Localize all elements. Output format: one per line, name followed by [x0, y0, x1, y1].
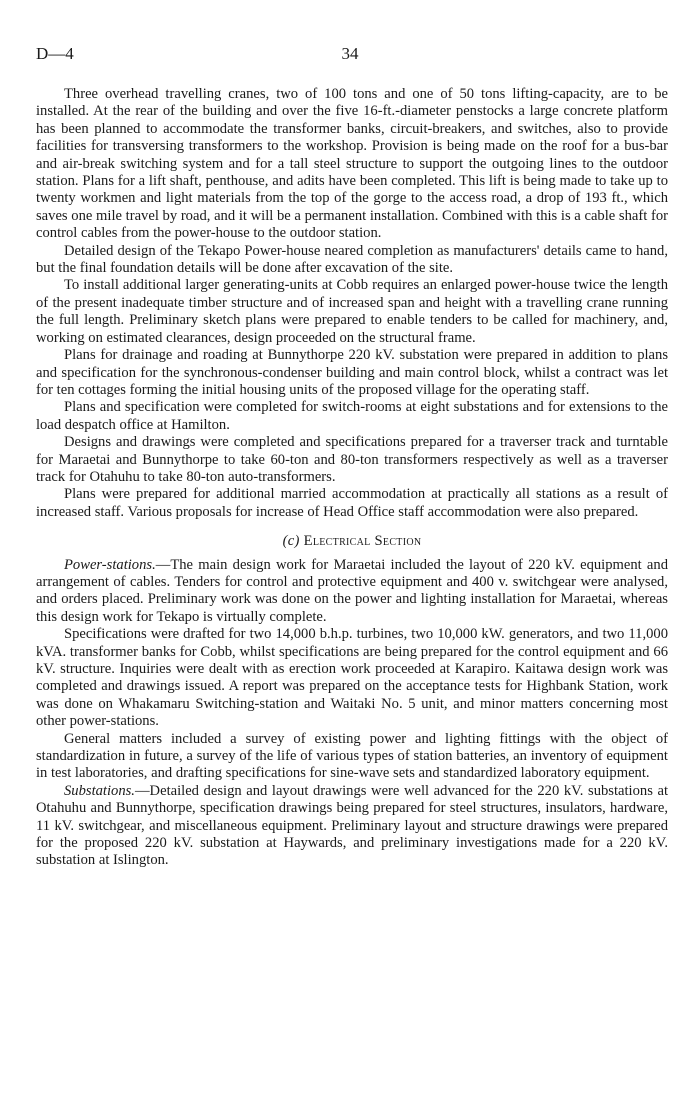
paragraph-traverser: Designs and drawings were completed and specifications prepared for a traverser track and turntable for Maraetai and Bunnythorpe to take 60-ton and 80-ton transformers respectively as well as a traverser track for Otahuhu to take 80-ton auto-transformers.: [36, 434, 668, 485]
paragraph-cranes: Three overhead travelling cranes, two of 100 tons and one of 50 tons lifting-capacity, are to be installed. At the rear of the building and over the five 16-ft.-diameter penstocks a large concrete platform has been planned to accommodate the transformer banks, circuit-breakers, and switches, also to provide facilities for transversing transformers to the workshop. Provision is being made on the roof for a bus-bar and air-break switching system and for a tall steel structure to support the outgoing lines to the outdoor station. Plans for a lift shaft, penthouse, and adits have been completed. This lift is being made to take up to twenty workmen and light materials from the top of the gorge to the access road, a drop of 193 ft., which saves one mile travel by road, and it will be a permanent installation. Combined with this is a cable shaft for control cables from the power-house to the outdoor station.: [36, 86, 668, 242]
document-code: D—4: [36, 44, 74, 63]
section-heading: [36, 533, 668, 550]
paragraph-switch-rooms: Plans and specification were completed for switch-rooms at eight substations and for extensions to the load despatch office at Hamilton.: [36, 399, 668, 433]
document-body: [36, 86, 668, 870]
paragraph-text: —Detailed design and layout drawings were well advanced for the 220 kV. substations at Otahuhu and Bunnythorpe, specification drawings being prepared for steel structures, insulators, hardware, 11 kV. switchgear, and miscellaneous equipment. Preliminary layout and structure drawings were prepared for the proposed 220 kV. substation at Haywards, and preliminary investigations made for a 220 kV. substation at Islington.: [36, 782, 668, 869]
paragraph-lead: Power-stations.: [64, 556, 156, 573]
paragraph-accommodation: Plans were prepared for additional married accommodation at practically all stations as a result of increased staff. Various proposals for increase of Head Office staff accommodation were also prepared.: [36, 486, 668, 520]
section-title: Electrical Section: [303, 533, 422, 550]
paragraph-bunnythorpe: Plans for drainage and roading at Bunnythorpe 220 kV. substation were prepared in addition to plans and specification for the synchronous-condenser building and main control block, whilst a contract was let for ten cottages forming the initial housing units of the proposed village for the operating staff.: [36, 347, 668, 398]
section-label: (c): [282, 533, 300, 550]
paragraph-general-matters: [36, 731, 668, 783]
page-header: [36, 44, 664, 70]
paragraph-text: General matters included a survey of existing power and lighting fittings with the object of standardization in future, a survey of the life of various types of station batteries, an inventory of equipment in test laboratories, and drafting specifications for sine-wave sets and standardized laboratory equipment.: [36, 730, 668, 782]
paragraph-lead: Substations.: [64, 782, 135, 799]
paragraph-text: —The main design work for Maraetai included the layout of 220 kV. equipment and arrangement of cables. Tenders for control and protective equipment and 400 v. switchgear were analysed, and orders placed. Preliminary work was done on the power and lighting installation for Maraetai, whereas this design work for Tekapo is virtually complete.: [36, 556, 668, 625]
paragraph-specifications: [36, 626, 668, 730]
paragraph-substations: [36, 783, 668, 870]
paragraph-cobb: To install additional larger generating-units at Cobb requires an enlarged power-house twice the length of the present inadequate timber structure and of increased span and height with a travelling crane running the full length. Preliminary sketch plans were prepared to enable tenders to be called for machinery, and, working on estimated clearances, design proceeded on the structural frame.: [36, 277, 668, 346]
paragraph-tekapo: Detailed design of the Tekapo Power-house neared completion as manufacturers' details came to hand, but the final foundation details will be done after excavation of the site.: [36, 242, 668, 277]
paragraph-text: Specifications were drafted for two 14,000 b.h.p. turbines, two 10,000 kW. generators, and two 11,000 kVA. transformer banks for Cobb, whilst specifications are being prepared for the control equipment and 66 kV. structure. Inquiries were dealt with as erection work proceeded at Karapiro. Kaitawa design work was completed and drawings issued. A report was prepared on the acceptance tests for Highbank Station, work was done on Whakamaru Switching-station and Waitaki No. 5 unit, and minor matters concerning most other power-stations.: [36, 626, 668, 730]
page-number: 34: [341, 44, 359, 63]
paragraph-power-stations: [36, 557, 668, 627]
